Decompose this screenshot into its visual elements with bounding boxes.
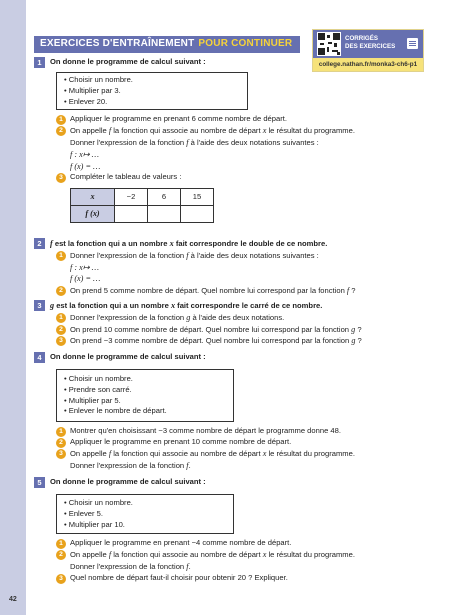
text-fragment: fait correspondre le carré de ce nombre. [175,301,323,310]
exercise-title: On donne le programme de calcul suivant : [50,477,206,486]
program-step: • Choisir un nombre. [64,498,133,507]
question-number: 3 [56,336,66,346]
exercise-3 [34,300,424,347]
text-fragment: le résultat du programme. [266,126,355,136]
text-fragment: On appelle [70,449,109,459]
question-text: Compléter le tableau de valeurs : [70,172,182,182]
corrige-url-link[interactable]: college.nathan.fr/monka3-ch6-p1 [313,58,423,71]
question-number: 2 [56,438,66,448]
math-symbol: g [351,336,356,346]
question-text: Quel nombre de départ faut-il choisir pour obtenir 20 ? Expliquer. [70,572,288,582]
header-subtitle: POUR CONTINUER [198,38,293,50]
table-cell-empty[interactable] [148,206,181,223]
table-cell: −2 [115,189,148,206]
notation-arrow: f : x↦ … [70,149,99,159]
text-fragment: le résultat du programme. [266,550,355,560]
math-symbol: f [50,239,53,248]
text-fragment: à l'aide des deux notations suivantes : [188,250,319,260]
corrige-label-line2: DES EXERCICES [345,42,396,50]
question-number: 1 [56,427,66,437]
exercise-title: On donne le programme de calcul suivant : [50,57,206,66]
section-header-banner [34,36,300,53]
program-step: • Enlever 20. [64,96,108,106]
text-fragment: On appelle [70,550,109,560]
question-text-line2 [56,561,424,573]
corrige-label-line1: CORRIGÉS [345,35,379,42]
program-box [56,369,234,422]
text-fragment: . [188,460,191,470]
page-number: 42 [9,596,17,603]
program-step: • Enlever le nombre de départ. [64,406,167,416]
math-symbol: x [169,239,174,248]
exercise-title: On donne le programme de calcul suivant : [50,352,206,361]
question-text: Montrer qu'en choisissant −3 comme nombre de départ le programme donne 48. [70,426,341,436]
exercise-2 [34,238,424,297]
question-number: 2 [56,550,66,560]
question-text [70,312,284,324]
program-step: • Multiplier par 5. [64,395,121,405]
text-fragment: la fonction qui associe au nombre de départ [111,126,263,136]
math-symbol: f [108,126,112,136]
qr-code-icon[interactable] [317,32,341,56]
math-symbol: x [170,301,176,310]
question-text [70,324,362,336]
question-text [70,125,355,137]
value-table [70,188,214,223]
text-fragment: ? [355,336,362,346]
text-fragment: Donner l'expression de la fonction [70,250,187,260]
text-fragment: est la fonction qui a un nombre [54,301,171,310]
text-fragment: Donner l'expression de la fonction [70,460,187,470]
text-fragment: à l'aide des deux notations. [190,312,285,322]
text-fragment: On prend −3 comme nombre de départ. Quel nombre lui correspond par la fonction [70,336,352,346]
table-cell-empty[interactable] [115,206,148,223]
question-number: 2 [56,126,66,136]
program-step: • Multiplier par 3. [64,85,121,95]
notation-function: f (x) = … [70,161,101,171]
text-fragment: la fonction qui associe au nombre de départ [111,550,263,560]
question-text [70,335,362,347]
exercise-number: 5 [34,477,45,488]
question-number: 3 [56,449,66,459]
program-step: • Choisir un nombre. [64,75,133,84]
question-number: 1 [56,313,66,323]
text-fragment: à l'aide des deux notations suivantes : [188,138,319,148]
question-text [70,549,355,561]
program-step: • Multiplier par 10. [64,519,125,529]
table-cell: 15 [181,189,214,206]
question-text [70,285,356,297]
notation-function: f (x) = … [70,274,101,284]
text-fragment: la fonction qui associe au nombre de départ [111,449,263,459]
math-symbol: f [108,449,112,459]
math-symbol: f [186,138,189,148]
question-text-line2 [56,460,424,472]
corrige-header [313,30,423,58]
exercise-5 [34,477,424,584]
text-fragment: Donner l'expression de la fonction [70,312,187,322]
question-text: Appliquer le programme en prenant −4 comme nombre de départ. [70,538,292,548]
question-text: Appliquer le programme en prenant 6 comme nombre de départ. [70,114,287,124]
question-number: 1 [56,115,66,125]
exercise-number: 4 [34,352,45,363]
math-symbol: f [346,285,350,295]
text-fragment: ? [355,324,362,334]
math-symbol: f [186,250,189,260]
math-symbol: f [108,550,112,560]
math-symbol: g [50,301,55,310]
text-fragment: est la fonction qui a un nombre [52,239,170,248]
notation-arrow: f : x↦ … [70,262,99,272]
question-number: 3 [56,574,66,584]
question-text [70,250,319,262]
question-number: 2 [56,286,66,296]
text-fragment: le résultat du programme. [266,449,355,459]
exercise-number: 3 [34,300,45,311]
left-margin-strip [0,0,26,615]
question-number: 2 [56,325,66,335]
program-box [56,72,248,110]
math-symbol: f [186,460,189,470]
table-cell-empty[interactable] [181,206,214,223]
math-symbol: x [262,126,267,136]
question-number: 1 [56,251,66,261]
text-fragment: fait correspondre le double de ce nombre. [173,239,328,248]
text-fragment: . [188,562,191,572]
question-text [70,448,355,460]
question-number: 1 [56,539,66,549]
header-title: EXERCICES D'ENTRAÎNEMENT [40,38,195,50]
question-number: 3 [56,173,66,183]
exercise-title [50,238,327,250]
text-fragment: ? [349,285,356,295]
question-text: Appliquer le programme en prenant 10 comme nombre de départ. [70,437,292,447]
program-step: • Choisir un nombre. [64,374,133,383]
exercise-number: 2 [34,238,45,249]
table-header-x: x [71,189,115,206]
text-fragment: On appelle [70,126,109,136]
table-cell: 6 [148,189,181,206]
table-header-fx: f (x) [71,206,115,223]
corrige-label [345,35,395,51]
math-symbol: g [351,324,356,334]
text-fragment: On prend 5 comme nombre de départ. Quel nombre lui correspond par la fonction [70,285,347,295]
math-symbol: x [262,449,267,459]
program-step: • Prendre son carré. [64,384,132,394]
document-icon [407,38,418,49]
math-symbol: g [186,312,191,322]
question-text-line2 [56,137,414,149]
math-symbol: f [186,562,189,572]
program-box [56,494,234,534]
exercise-1 [34,57,414,223]
exercise-number: 1 [34,57,45,68]
program-step: • Enlever 5. [64,508,103,518]
exercise-4 [34,352,424,472]
text-fragment: On prend 10 comme nombre de départ. Quel nombre lui correspond par la fonction [70,324,352,334]
text-fragment: Donner l'expression de la fonction [70,562,187,572]
exercise-title [50,300,322,312]
math-symbol: x [262,550,267,560]
text-fragment: Donner l'expression de la fonction [70,138,187,148]
